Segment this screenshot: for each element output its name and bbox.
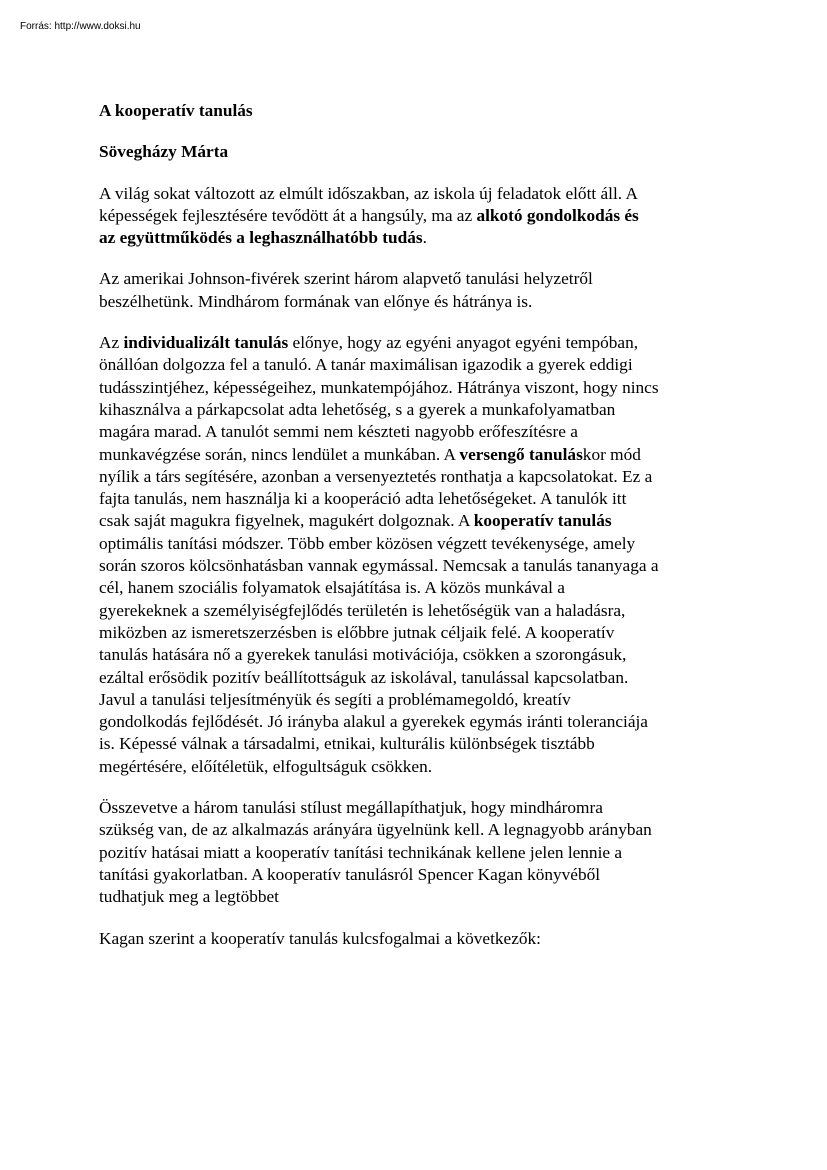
bold-text: alkotó gondolkodás és: [476, 205, 639, 225]
text-line: cél, hanem szociális folyamatok elsajátítása is. A közös munkával a: [99, 578, 565, 598]
text-line: tanulás hatására nő a gyerekek tanulási motivációja, csökken a szorongásuk,: [99, 645, 627, 665]
text-line: fajta tanulás, nem használja ki a kooperáció adta lehetőségeket. A tanulók itt: [99, 489, 627, 509]
source-note: Forrás: http://www.doksi.hu: [20, 21, 141, 32]
text-line: megértésére, előítéletük, elfogultságuk csökken.: [99, 756, 433, 776]
text-line: A világ sokat változott az elmúlt időszakban, az iskola új feladatok előtt áll. A: [99, 183, 638, 203]
text-line: Az amerikai Johnson-fivérek szerint három alapvető tanulási helyzetről: [99, 269, 593, 289]
text-run: csak saját magukra figyelnek, magukért dolgoznak. A: [99, 511, 474, 531]
text-line: [99, 444, 735, 466]
text-run: kor mód: [582, 444, 641, 464]
text-line: nyílik a társ segítésére, azonban a versenyeztetés ronthatja a kapcsolatokat. Ez a: [99, 466, 653, 486]
text-line: [99, 227, 735, 249]
text-line: Javul a tanulási teljesítményük és segíti a problémamegoldó, kreatív: [99, 689, 571, 709]
author-name: Sövegházy Márta: [99, 142, 229, 162]
text-line: [99, 205, 735, 227]
paragraph-comparison: [99, 797, 735, 908]
text-line: [99, 510, 735, 532]
text-line: tudásszintjéhez, képességeihez, munkatempójához. Hátránya viszont, hogy nincs: [99, 377, 659, 397]
bold-text: az együttműködés a leghasználhatóbb tudás: [99, 228, 423, 248]
document-body: [99, 100, 735, 969]
text-line: kihasználva a párkapcsolat adta lehetőség, s a gyerek a munkafolyamatban: [99, 399, 616, 419]
text-line: Kagan szerint a kooperatív tanulás kulcsfogalmai a következők:: [99, 928, 541, 948]
text-run: Az: [99, 333, 124, 353]
text-line: magára marad. A tanulót semmi nem készteti nagyobb erőfeszítésre a: [99, 422, 578, 442]
text-run: képességek fejlesztésére tevődött át a hangsúly, ma az: [99, 205, 477, 225]
text-line: önállóan dolgozza fel a tanuló. A tanár maximálisan igazodik a gyerek eddigi: [99, 355, 633, 375]
text-line: gyerekeknek a személyiségfejlődés területén is lehetőségük van a haladásra,: [99, 600, 626, 620]
paragraph-intro: [99, 183, 735, 250]
text-run: munkavégzése során, nincs lendület a munkában. A: [99, 444, 460, 464]
text-line: Összevetve a három tanulási stílust megállapíthatjuk, hogy mindháromra: [99, 798, 603, 818]
bold-text: individualizált tanulás: [123, 333, 289, 353]
text-line: optimális tanítási módszer. Több ember közösen végzett tevékenysége, amely: [99, 533, 636, 553]
text-run: előnye, hogy az egyéni anyagot egyéni tempóban,: [288, 333, 639, 353]
paragraph-kagan: [99, 928, 735, 950]
text-line: tanítási gyakorlatban. A kooperatív tanulásról Spencer Kagan könyvéből: [99, 864, 601, 884]
paragraph-johnson: [99, 268, 735, 313]
text-line: beszélhetünk. Mindhárom formának van előnye és hátránya is.: [99, 291, 533, 311]
bold-text: versengő tanulás: [459, 444, 583, 464]
text-line: miközben az ismeretszerzésben is előbbre jutnak céljaik felé. A kooperatív: [99, 622, 615, 642]
text-line: során szoros kölcsönhatásban vannak egymással. Nemcsak a tanulás tananyaga a: [99, 556, 659, 576]
bold-text: kooperatív tanulás: [473, 511, 612, 531]
paragraph-learning-types: [99, 332, 735, 778]
document-title: A kooperatív tanulás: [99, 101, 253, 120]
text-line: gondolkodás fejlődését. Jó irányba alakul a gyerekek egymás iránti toleranciája: [99, 712, 648, 732]
text-run: .: [422, 228, 427, 248]
text-line: [99, 332, 735, 354]
text-line: is. Képessé válnak a társadalmi, etnikai, kulturális különbségek tisztább: [99, 734, 595, 754]
text-line: szükség van, de az alkalmazás arányára ügyelnünk kell. A legnagyobb arányban: [99, 820, 652, 840]
text-line: tudhatjuk meg a legtöbbet: [99, 887, 279, 907]
text-line: ezáltal erősödik pozitív beállítottságuk az iskolával, tanulással kapcsolatban.: [99, 667, 629, 687]
text-line: pozitív hatásai miatt a kooperatív tanítási technikának kellene jelen lennie a: [99, 842, 623, 862]
